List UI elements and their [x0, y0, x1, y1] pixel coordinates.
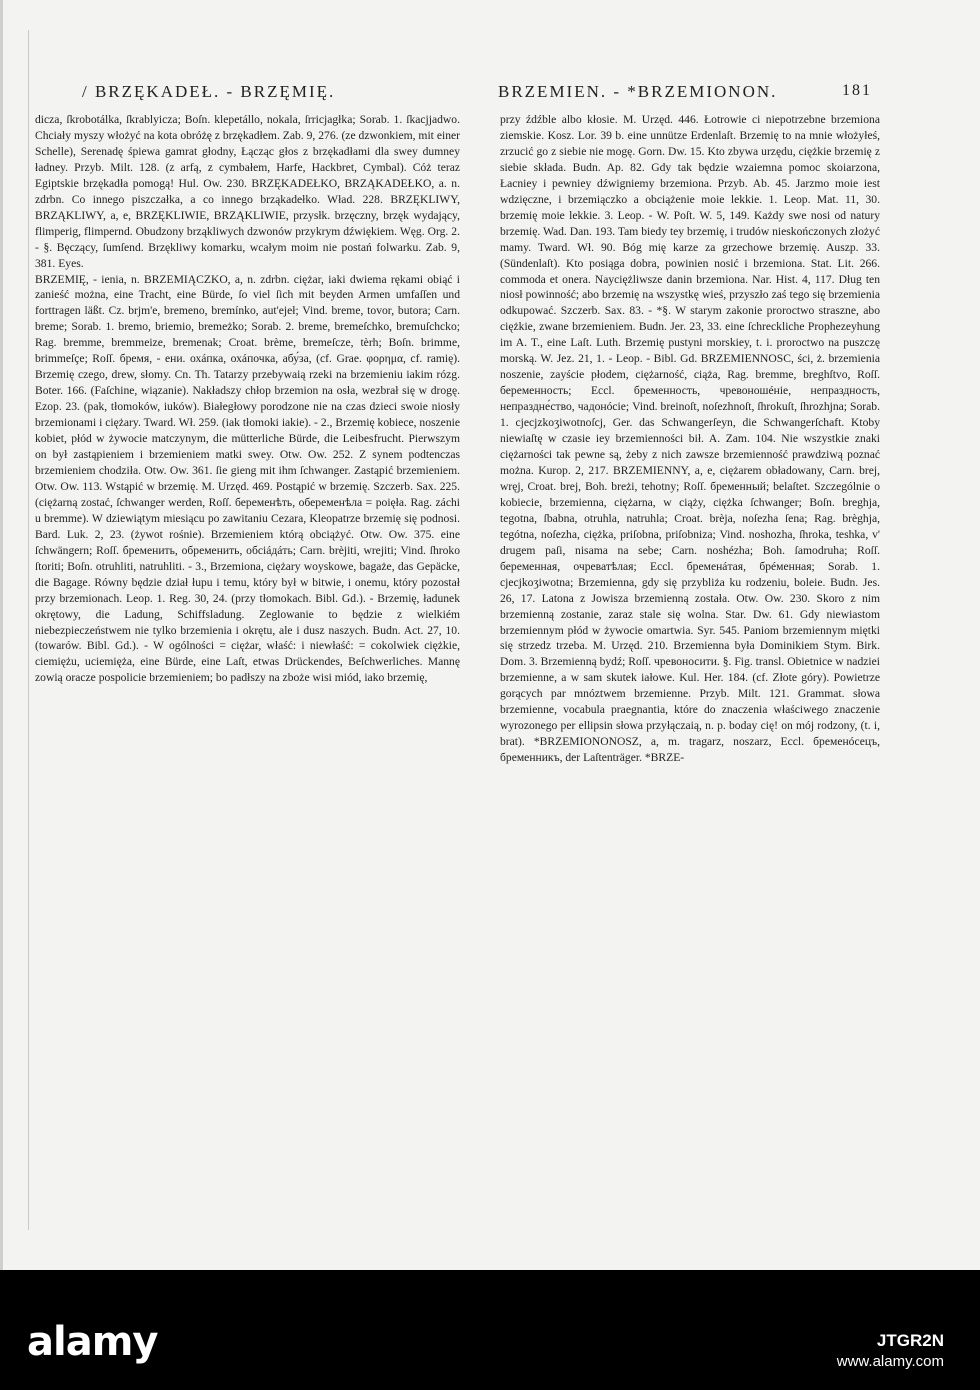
image-id: JTGR2N — [876, 1331, 944, 1350]
right-column — [500, 112, 880, 1114]
running-header — [0, 82, 980, 112]
entry-brzekadlo-continued: dicza, ſkrobotálka, ſkrablyicza; Boſn. klepetállo, nokala, ſrricjagłka; Sorab. 1. ſkacjjadwo. Chciały myszy włożyć na kota obróżę z brzękadłem. Zab. 9, 276. (ze dzwonkiem, mit einer Schelle), Serenadę śpiewa gamrat głodny, Łącząc głos z brzękadłami dla swey dumney ładney. Przyb. Milt. 128. (z arfą, z cymbałem, Harfe, Hackbret, Cymbal). Cóż teraz Egiptskie brzękadła pomogą! Hul. Ow. 230. BRZĘKADEŁKO, BRZĄKADEŁKO, a. n. zdrbn. Co innego piszczałka, a co innego brząkadełko. Wład. 228. BRZĘKLIWY, BRZĄKLIWY, a, e, BRZĘKLIWIE, BRZĄKLIWIE, przysłk. brzęczny, brzęk wydający, flimperig, flimpernd. Obudzony brząkliwych dzwonów przykrym dźwiękiem. Węg. Org. 2. - §. Bęczący, ſumſend. Brzękliwy komarku, wcałym moim nie postań folwarku. Zab. 9, 381. Eyes. — [35, 113, 460, 270]
left-column — [35, 112, 460, 1114]
watermark-info — [837, 1330, 944, 1372]
header-right: BRZEMIEN. - *BRZEMIONON. — [498, 82, 778, 101]
page-fold-line — [28, 30, 29, 1230]
entry-brzemie-continued: przy źdźble albo kłosie. M. Urzęd. 446. Łotrowie ci niepotrzebne brzemiona ziemskie. Kosz. Lor. 39 b. eine unnütze Erdenlaſt. Brzemię to na mnie włożyłeś, zrzucić go z siebie nie mogę. Gorn. Dw. 15. Kto zbywa urzędu, ciężkie brzemię z siebie składa. Budn. Ap. 82. Gdy tak będzie wzaiemna pomoc skoiarzona, Łacniey i pewniey dźwigniemy brzemiona. Przyb. Ab. 45. Jarzmo moie iest wdzięczne, i brzemiączko a obciążenie moie lekkie. 1. Leop. Mat. 11, 30. brzemię moie lekkie. 3. Leop. - W. Poſt. W. 5, 149. Każdy swe nosi od natury brzemię. Wad. Dan. 193. Tam biedy tey brzemię, i trudów nieskończonych złożyć mamy. Tward. Wł. 90. Bóg mię karze za grzechowe brzemię. Auszp. 33. (Sündenlaſt). Kto posiąga dobra, powinien nosić i brzemiona. Stat. Lit. 266. commoda et onera. Nayciężliwsze danin brzemiona. Nar. Hist. 4, 117. Dług ten niosł powinność; abo brzemię na wszystkę wieś, przyszło zaś tego się brzemienia odkupować. Szczerb. Sax. 83. - *§. W starym zakonie proroctwo straszne, abo ciężkie, zwane brzemieniem. Budn. Jer. 23, 33. eine ſchreckliche Prophezeyhung im A. T., eine Laſt. Luth. Brzemię pustyni morskiey, t. i. proroctwo na puszczę morską. W. Jez. 21, 1. - Leop. - Bibl. Gd. BRZEMIENNOSC, ści, ż. brzemienia noszenie, zayście płodem, ciężarność, ciąża, Rag. bremme, breghſtvo, Roſſ. беременность; Eccl. бременность, чревоношéніе, непраздность, непраздне́ство, чадонóсіе; Vind. breinoſt, noſezhnoſt, ſhrokuſt, ſhrozhjna; Sorab. 1. cjecjzkoʒiwotnoſcj, Ger. das Schwangerſeyn, die Schwangerſchaft. Ktoby niewiaſtę w czasie iey brzemienności bił. A. Zam. 104. Nie wszystkie znaki ciężarności tak pewne są, żeby z nich zawsze brzemienność prawdziwą poznać można. Kurop. 2, 217. BRZEMIENNY, a, e, ciężarem obładowany, Carn. brej, wręj, Croat. brej, Boh. breżi, tehotny; Roſſ. бременный; belaſtet. Szczególnie o kobiecie, brzemienna, ciężarna, w ciąży, ciężka ſchwanger; Boſn. breghja, tegotna, ſbabna, otruhla, natruhla; Croat. brèja, noſezha ſena; Rag. brèghja, tegótna, noſezha, ciężka, priſobna, priſobniza; Vind. noshozha, ſhroka, teshka, v' drugem paſi, nisama na sebe; Carn. noshézha; Boh. ſamodruha; Roſſ. беременная, очреватѣлая; Eccl. бременáтая, брéменная; Sorab. 1. cjecjkoʒiwotna; Brzemienna, gdy się przybliża ku rodzeniu, boleie. Budn. Jes. 26, 17. Latona z Jowisza brzemienną została. Otw. Ow. 230. Skoro z nim brzemienną zostanie, zaraz stale się wolna. Star. Dw. 61. Gdy niewiastom brzemiennym płód w żywocie omartwia. Syr. 545. Paniom brzemiennym miętki się strzedz trzeba. M. Urzęd. 210. Brzemienna była Dominikiem Stym. Birk. Dom. 3. Brzemienną bydź; Roſſ. чревоносити. §. Fig. transl. Obietnice w nadziei brzemienne, a w sam skutek iałowe. Kul. Her. 184. (cf. Złote góry). Powietrze gorących par mnóztwem brzemienne. Przyb. Milt. 121. Grammat. słowa brzemienne, vocabula praegnantia, które do znaczenia właściwego znaczenie wyrozonego per ellipsin słowa przyłączaią, n. p. boday cię! on mój rodzony, (t. i, brat). *BRZEMIONONOSZ, a, m. tragarz, noszarz, Eccl. бременóсецъ, бременникъ, der Laſtenträger. *BRZE- — [500, 113, 880, 765]
alamy-logo: alamy — [27, 1319, 158, 1365]
header-left: / BRZĘKADEŁ. - BRZĘMIĘ. — [82, 82, 336, 101]
page-number: 181 — [842, 82, 872, 99]
site-url: www.alamy.com — [836, 1353, 944, 1370]
entry-brzemie: BRZEMIĘ, - ienia, n. BRZEMIĄCZKO, a, n. zdrbn. ciężar, iaki dwiema rękami obiąć i zanieść można, eine Tracht, eine Bürde, ſo viel ſich mit beyden Armen umfaſſen und forttragen läßt. Cz. brjm'e, bremeno, bremínko, aut'ejeł; Vind. breme, tovor, butora; Carn. breme; Sorab. 1. bremo, briemio, bremeżko; Sorab. 2. breme, bremeſchko, bremuſchcko; Rag. bremme, bremmeize, bremenak; Croat. brème, bremeſcze, tèrh; Boſn. brimme, brimmeſçe; Roſſ. бремя, - ени. охáпка, охáпочка, абу́за, (cf. Grae. φορημα, cf. ramię). Brzemię czego, drew, słomy. Cn. Th. Tatarzy przebywaią rzeki na brzemieniu iakim rózg. Boter. 166. (Faſchine, wiązanie). Nakładszy chłop brzemion na osła, wezbrał się w drogę. Ezop. 23. (pak, tłomoków, iuków). Białegłowy porodzone nie na czas dzieci swoie niosły brzemionami i ciężary. Tward. Wł. 259. (iak tłomoki iakie). - 2., Brzemię kobiece, noszenie kobiet, płód w żywocie matczynym, die mütterliche Bürde, die Leibesfrucht. Pierwszym on był zastąpieniem i brzemieniem matki swey. Otw. Ow. 252. Z synem podtenczas brzemieniem chodziła. Otw. Ow. 361. ſie gieng mit ihm ſchwanger. Zastąpić brzemieniem. Otw. Ow. 113. Wstąpić w brzemię. M. Urzęd. 469. Postąpić w brzemię. Szczerb. Sax. 225. (ciężarną zostać, ſchwanger werden, Roſſ. беременѣть, обеременѣла = poięła. Rag. záchi u bremme). W dziewiątym miesiącu po zawitaniu Cezara, Kleopatrze brzemię się podnosi. Bard. Luk. 2, 23. (żywot rośnie). Brzemieniem którą obciążyć. Otw. Ow. 375. eine ſchwängern; Roſſ. бременить, обременить, обсіáдáть; Carn. brèjiti, wrejiti; Vind. ſhroko ſtoriti; Boſn. otruhliti, natruhliti. - 3., Brzemiona, ciężary woyskowe, bagaże, das Gepäcke, die Bagage. Równy będzie dział łupu i temu, który był w bitwie, i onemu, który pozostał przy brzemionach. Leop. 1. Reg. 30, 24. (przy tłomokach. Bibl. Gd.). - Brzemię, ładunek okrętowy, die Ladung, Schiffsladung. Zeglowanie to będzie z wielkiém niebezpieczeństwem nie tylko brzemienia i okrętu, ale i dusz naszych. Budn. Act. 27, 10. (towarów. Bibl. Gd.). - W ogólności = ciężar, właść: i niewłaść: = cokolwiek ciężkie, ciemiężu, uciemięża, eine Bürde, eine Laſt, etwas Drückendes, Beſchwerliches. Mannę zowią oracze pospolicie brzemieniem; bo padłszy na zboże wisi miód, iako brzemię, — [35, 272, 460, 685]
